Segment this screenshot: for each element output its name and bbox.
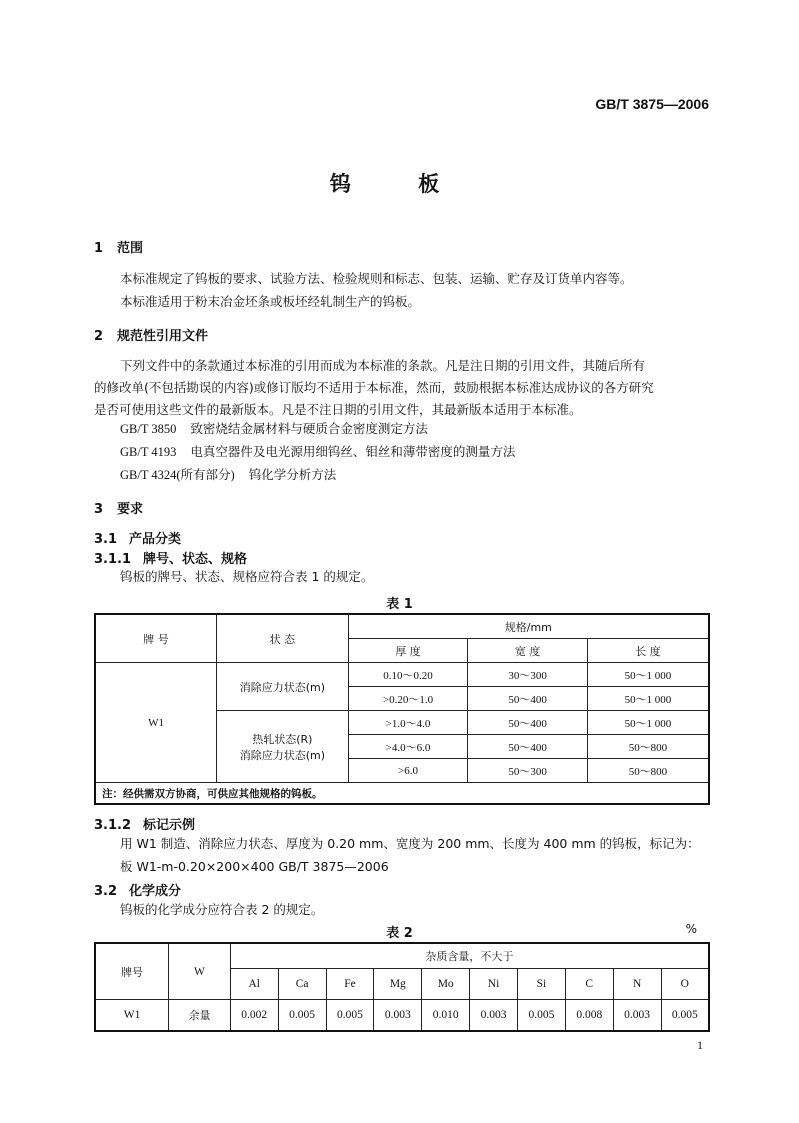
section-number: 3.1.1 [94, 552, 132, 567]
header-element: Ca [278, 969, 326, 1000]
section-number: 3.1.2 [94, 818, 132, 833]
subsection-3-1-heading [94, 528, 181, 547]
standard-code: GB/T 3875—2006 [595, 96, 709, 112]
marking-example-line-1: 用 W1 制造、消除应力状态、厚度为 0.20 mm、宽度为 200 mm、长度为 400 mm 的钨板，标记为： [120, 836, 700, 851]
reference-title: 钨化学分析方法 [248, 467, 337, 482]
header-impurity: 杂质含量，不大于 [230, 943, 709, 969]
subsection-3-2-heading [94, 880, 181, 899]
table-1 [94, 613, 710, 805]
section-number: 3.2 [94, 884, 118, 899]
header-element: Ni [470, 969, 518, 1000]
section-number: 1 [94, 241, 104, 256]
section-1-heading [94, 237, 143, 256]
header-grade: 牌号 [95, 943, 169, 1000]
section-number: 3 [94, 502, 104, 517]
cell-w: 余量 [169, 1000, 231, 1032]
header-element: C [565, 969, 613, 1000]
section-title: 化学成分 [129, 884, 182, 899]
reference-title: 致密烧结金属材料与硬质合金密度测定方法 [190, 421, 428, 436]
section-2-heading [94, 325, 208, 344]
state-line-2: 消除应力状态(m) [239, 748, 326, 762]
cell-value: 0.003 [470, 1000, 518, 1032]
reference-title: 电真空器件及电光源用细钨丝、钼丝和薄带密度的测量方法 [190, 444, 516, 459]
cell-value: 0.005 [661, 1000, 709, 1032]
header-spec: 规格/mm [348, 614, 709, 639]
cell-width: 30～300 [468, 663, 588, 687]
header-w: W [169, 943, 231, 1000]
cell-value: 0.005 [517, 1000, 565, 1032]
page-number: 1 [697, 1038, 703, 1052]
cell-value: 0.010 [422, 1000, 470, 1032]
header-element: N [613, 969, 661, 1000]
subsection-3-1-1-heading [94, 548, 247, 567]
sec311-text: 钨板的牌号、状态、规格应符合表 1 的规定。 [120, 569, 374, 584]
header-width: 宽 度 [468, 639, 588, 663]
table-row [95, 663, 709, 687]
cell-value: 0.002 [230, 1000, 278, 1032]
header-length: 长 度 [587, 639, 709, 663]
subsection-3-1-2-heading [94, 814, 195, 833]
cell-width: 50～400 [468, 687, 588, 711]
table-1-note: 注：经供需双方协商，可供应其他规格的钨板。 [95, 783, 709, 805]
section-title: 范围 [117, 241, 144, 256]
cell-width: 50～300 [468, 759, 588, 783]
reference-code: GB/T 4193 [120, 445, 177, 459]
reference-code: GB/T 3850 [120, 422, 177, 436]
cell-length: 50～800 [587, 735, 709, 759]
reference-item [120, 442, 515, 460]
cell-length: 50～1 000 [587, 687, 709, 711]
cell-grade: W1 [95, 1000, 169, 1032]
sec2-paragraph-line-1: 下列文件中的条款通过本标准的引用而成为本标准的条款。凡是注日期的引用文件，其随后所有 [120, 358, 646, 373]
section-title: 标记示例 [143, 818, 196, 833]
sec2-paragraph-line-2: 的修改单(不包括勘误的内容)或修订版均不适用于本标准，然而，鼓励根据本标准达成协议的各方研究 [94, 380, 654, 395]
cell-grade: W1 [95, 663, 217, 783]
cell-length: 50～800 [587, 759, 709, 783]
table-2-unit: % [685, 922, 697, 936]
reference-code: GB/T 4324(所有部分) [120, 468, 235, 482]
sec1-paragraph-1: 本标准规定了钨板的要求、试验方法、检验规则和标志、包装、运输、贮存及订货单内容等。 [120, 271, 633, 286]
section-title: 规范性引用文件 [117, 329, 209, 344]
cell-length: 50～1 000 [587, 711, 709, 735]
section-title: 产品分类 [129, 532, 182, 547]
header-element: O [661, 969, 709, 1000]
marking-example-line-2: 板 W1-m-0.20×200×400 GB/T 3875—2006 [120, 859, 389, 874]
section-3-heading [94, 498, 143, 517]
cell-value: 0.005 [278, 1000, 326, 1032]
sec32-text: 钨板的化学成分应符合表 2 的规定。 [120, 902, 324, 917]
header-grade: 牌 号 [95, 614, 217, 663]
cell-length: 50～1 000 [587, 663, 709, 687]
state-line-1: 热轧状态(R) [252, 732, 313, 746]
cell-value: 0.003 [374, 1000, 422, 1032]
table-row [95, 1000, 709, 1032]
section-number: 2 [94, 329, 104, 344]
header-element: Mo [422, 969, 470, 1000]
cell-thickness: >4.0～6.0 [348, 735, 468, 759]
cell-thickness: 0.10～0.20 [348, 663, 468, 687]
header-state: 状 态 [217, 614, 349, 663]
section-number: 3.1 [94, 532, 118, 547]
cell-thickness: >0.20～1.0 [348, 687, 468, 711]
table-2 [94, 942, 710, 1032]
header-thickness: 厚 度 [348, 639, 468, 663]
cell-value: 0.008 [565, 1000, 613, 1032]
cell-value: 0.003 [613, 1000, 661, 1032]
header-element: Al [230, 969, 278, 1000]
header-element: Si [517, 969, 565, 1000]
header-element: Fe [326, 969, 374, 1000]
cell-thickness: >1.0～4.0 [348, 711, 468, 735]
cell-state [217, 711, 349, 783]
cell-width: 50～400 [468, 735, 588, 759]
header-element: Mg [374, 969, 422, 1000]
cell-width: 50～400 [468, 711, 588, 735]
reference-item [120, 465, 336, 483]
cell-value: 0.005 [326, 1000, 374, 1032]
table-1-caption: 表 1 [386, 597, 413, 612]
table-2-caption: 表 2 [386, 926, 413, 941]
sec1-paragraph-2: 本标准适用于粉末冶金坯条或板坯经轧制生产的钨板。 [120, 294, 421, 309]
document-title: 钨 板 [329, 172, 470, 196]
section-title: 牌号、状态、规格 [143, 552, 248, 567]
reference-item [120, 419, 428, 437]
section-title: 要求 [117, 502, 144, 517]
cell-thickness: >6.0 [348, 759, 468, 783]
sec2-paragraph-line-3: 是否可使用这些文件的最新版本。凡是不注日期的引用文件，其最新版本适用于本标准。 [94, 402, 582, 417]
cell-state: 消除应力状态(m) [217, 663, 349, 711]
